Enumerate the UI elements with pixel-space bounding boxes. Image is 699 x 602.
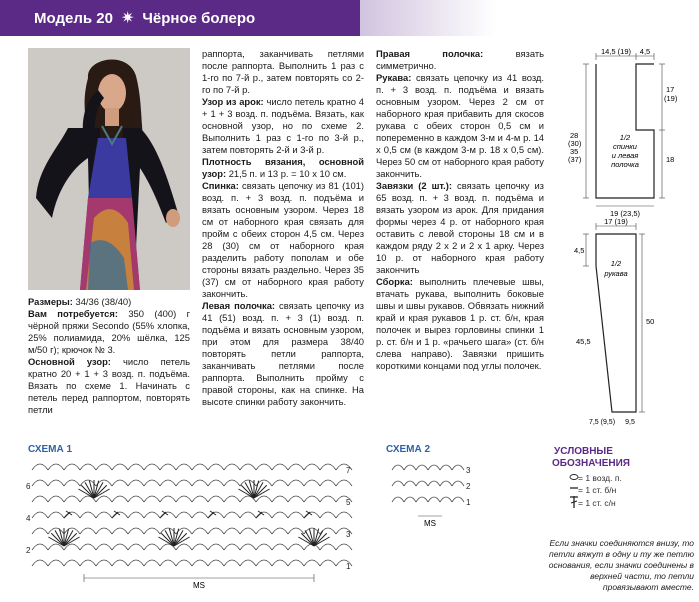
row-number: 4 bbox=[26, 514, 31, 523]
chain-arch bbox=[304, 480, 320, 486]
chain-arch bbox=[96, 560, 112, 566]
chain-arch bbox=[64, 496, 80, 502]
arch-label: Узор из арок: bbox=[202, 96, 264, 107]
chain-arch bbox=[224, 480, 240, 486]
chain-arch bbox=[160, 464, 176, 470]
chain-arch bbox=[452, 497, 464, 502]
chain-arch bbox=[144, 496, 160, 502]
chain-arch bbox=[160, 560, 176, 566]
chain-arch bbox=[336, 544, 352, 550]
chain-arch bbox=[256, 496, 272, 502]
back-text: связать цепочку из 81 (101) возд. п. + 3 возд. п. подъёма и вязать основным узором. Через 18 см от наборного края связать для пройм с обеих сторон 4,5 см. Через 28 (30) см от наборного края разделить работу пополам и обе стороны вязать раздельно. Через 35 (37) см от наборного края работу закончить. bbox=[202, 180, 364, 299]
chain-arch bbox=[128, 496, 144, 502]
chain-arch bbox=[272, 496, 288, 502]
sizes-paragraph bbox=[28, 296, 190, 308]
back-label: Спинка: bbox=[202, 180, 239, 191]
sleeve-left-mid-dim: 45,5 bbox=[576, 337, 591, 346]
chain-arch bbox=[32, 480, 48, 486]
row-number: 5 bbox=[346, 498, 351, 507]
legend-single-crochet: = 1 ст. б/н bbox=[578, 485, 617, 495]
chain-arch bbox=[304, 560, 320, 566]
chain-arch bbox=[80, 528, 96, 534]
chain-arch bbox=[272, 480, 288, 486]
chain-arch bbox=[288, 560, 304, 566]
right-front-text: вязать симметрично. bbox=[376, 48, 545, 71]
chain-arch bbox=[192, 560, 208, 566]
chain-arch bbox=[320, 480, 336, 486]
sleeve-inside-2: рукава bbox=[604, 269, 628, 278]
page-title: Чёрное болеро bbox=[142, 9, 256, 27]
chain-arch bbox=[192, 464, 208, 470]
row-number: 3 bbox=[466, 466, 471, 475]
chain-arch bbox=[80, 560, 96, 566]
chain-arch bbox=[288, 496, 304, 502]
sleeves-label: Рукава: bbox=[376, 72, 412, 83]
chain-arch bbox=[272, 544, 288, 550]
chain-arch bbox=[192, 528, 208, 534]
density-paragraph bbox=[202, 156, 364, 180]
chain-arch bbox=[440, 481, 452, 486]
chain-arch bbox=[192, 480, 208, 486]
chain-arch bbox=[192, 512, 208, 518]
back-left-dim-c: 35 bbox=[570, 147, 579, 156]
chain-arch bbox=[96, 528, 112, 534]
chain-arch bbox=[256, 560, 272, 566]
ties-label: Завязки (2 шт.): bbox=[376, 180, 453, 191]
chain-arch bbox=[48, 464, 64, 470]
legend-title-1: УСЛОВНЫЕ bbox=[554, 446, 613, 457]
chain-arch bbox=[320, 560, 336, 566]
chain-stitch-icon bbox=[570, 475, 578, 480]
chain-arch bbox=[224, 544, 240, 550]
chain-arch bbox=[240, 512, 256, 518]
chain-arch bbox=[240, 464, 256, 470]
chain-arch bbox=[336, 512, 352, 518]
photo-illustration bbox=[28, 48, 190, 290]
scheme-1-ms: MS bbox=[193, 581, 205, 590]
header-bar bbox=[0, 0, 360, 36]
chain-arch bbox=[208, 480, 224, 486]
back-left-dim-a: 28 bbox=[570, 131, 579, 140]
chain-arch bbox=[48, 496, 64, 502]
chain-arch bbox=[48, 560, 64, 566]
chain-arch bbox=[96, 544, 112, 550]
chain-arch bbox=[32, 544, 48, 550]
left-front-label: Левая полочка: bbox=[202, 300, 276, 311]
chain-arch bbox=[176, 480, 192, 486]
chain-arch bbox=[452, 481, 464, 486]
chain-arch bbox=[144, 528, 160, 534]
chain-arch bbox=[336, 480, 352, 486]
chain-arch bbox=[128, 464, 144, 470]
row-number: 1 bbox=[466, 498, 471, 507]
back-inside-3: и левая bbox=[611, 151, 639, 160]
sleeves-paragraph bbox=[376, 72, 544, 180]
chain-arch bbox=[144, 544, 160, 550]
sleeve-bottom-left-dim: 7,5 (9,5) bbox=[588, 419, 616, 426]
chain-arch bbox=[96, 512, 112, 518]
header-gradient bbox=[360, 0, 699, 36]
chain-arch bbox=[32, 528, 48, 534]
chain-arch bbox=[320, 512, 336, 518]
materials-label: Вам потребуется: bbox=[28, 308, 118, 319]
scheme-2-ms: MS bbox=[424, 519, 436, 528]
chain-arch bbox=[48, 480, 64, 486]
chain-arch bbox=[112, 480, 128, 486]
chain-arch bbox=[428, 465, 440, 470]
chain-arch bbox=[392, 481, 404, 486]
density-label: Плотность вязания, основной узор: bbox=[202, 156, 364, 179]
chain-arch bbox=[428, 497, 440, 502]
back-left-dim-d: (37) bbox=[568, 155, 582, 164]
back-inside-2: спинки bbox=[613, 142, 637, 151]
back-left-dim-b: (30) bbox=[568, 139, 582, 148]
row-number: 6 bbox=[26, 482, 31, 491]
chain-arch bbox=[112, 496, 128, 502]
sizes-text: 34/36 (38/40) bbox=[72, 296, 132, 307]
back-top-left-dim: 14,5 (19) bbox=[600, 47, 632, 56]
chain-arch bbox=[128, 512, 144, 518]
chain-arch bbox=[192, 496, 208, 502]
chain-arch bbox=[288, 464, 304, 470]
sleeve-left-top-dim: 4,5 bbox=[574, 246, 585, 255]
back-bottom-dim: 19 (23,5) bbox=[609, 209, 641, 218]
chain-arch bbox=[176, 496, 192, 502]
arch-paragraph bbox=[202, 96, 364, 156]
chain-arch bbox=[272, 464, 288, 470]
chain-arch bbox=[32, 496, 48, 502]
chain-arch bbox=[392, 465, 404, 470]
row-number: 2 bbox=[26, 546, 31, 555]
sleeve-bottom-right-dim: 9,5 bbox=[625, 419, 635, 426]
chain-arch bbox=[208, 528, 224, 534]
chain-arch bbox=[176, 512, 192, 518]
scheme-2-chart bbox=[384, 456, 494, 536]
chain-arch bbox=[288, 480, 304, 486]
left-front-paragraph bbox=[202, 300, 364, 408]
chain-arch bbox=[320, 496, 336, 502]
chain-arch bbox=[392, 497, 404, 502]
chain-arch bbox=[80, 512, 96, 518]
chain-arch bbox=[112, 464, 128, 470]
row-number: 1 bbox=[346, 562, 351, 571]
chain-arch bbox=[224, 464, 240, 470]
back-inside-4: полочка bbox=[611, 160, 639, 169]
chain-arch bbox=[128, 480, 144, 486]
basic-pattern-text: число петель кратно 20 + 1 + 3 возд. п. подъёма. Вязать по схеме 1. Начинать с петель перед раппортом, повторять петли bbox=[28, 356, 191, 415]
chain-arch bbox=[96, 496, 112, 502]
right-front-label: Правая полочка: bbox=[376, 48, 484, 59]
density-text: 21,5 п. и 13 р. = 10 х 10 см. bbox=[226, 168, 347, 179]
basic-pattern-paragraph bbox=[28, 356, 190, 416]
chain-arch bbox=[320, 464, 336, 470]
row-number: 3 bbox=[346, 530, 351, 539]
repeat-paragraph: раппорта, заканчивать петлями после раппорта. Выполнить 1 раз с 1-го по 7-й р., затем повторять со 2-го по 7-й р. bbox=[202, 48, 364, 95]
chain-arch bbox=[256, 544, 272, 550]
row-number: 7 bbox=[346, 466, 351, 475]
chain-arch bbox=[428, 481, 440, 486]
chain-arch bbox=[192, 544, 208, 550]
chain-arch bbox=[112, 528, 128, 534]
chain-arch bbox=[128, 528, 144, 534]
chain-arch bbox=[404, 481, 416, 486]
row-number: 2 bbox=[466, 482, 471, 491]
legend-chain: = 1 возд. п. bbox=[578, 473, 622, 483]
chain-arch bbox=[224, 512, 240, 518]
sleeve-pattern-diagram bbox=[574, 217, 694, 430]
chain-arch bbox=[208, 496, 224, 502]
back-inside-1: 1/2 bbox=[619, 133, 631, 142]
chain-arch bbox=[80, 464, 96, 470]
chain-arch bbox=[176, 560, 192, 566]
scheme-1-label: СХЕМА 1 bbox=[28, 444, 73, 455]
assembly-text: выполнить плечевые швы, втачать рукава, выполнить боковые швы и швы рукавов. Обвязать нижний край и края рукавов 1 р. ст. б/н, края полочек и вырез горловины спинки 1 р. ст. б/н и 1 р. «рачьего шага» (ст. б/н слева направо). Завязки пришить короткими концами под углы полочек. bbox=[376, 276, 544, 371]
basic-pattern-label: Основной узор: bbox=[28, 356, 111, 367]
double-crochet-icon bbox=[570, 496, 578, 508]
ties-paragraph bbox=[376, 180, 544, 276]
chain-arch bbox=[224, 560, 240, 566]
text-column-3 bbox=[376, 48, 544, 372]
model-number: Модель 20 bbox=[34, 9, 113, 27]
chain-arch bbox=[160, 480, 176, 486]
chain-arch bbox=[416, 481, 428, 486]
materials-paragraph bbox=[28, 308, 190, 356]
sizes-label: Размеры: bbox=[28, 296, 73, 307]
chain-arch bbox=[404, 497, 416, 502]
back-top-right-dim: 4,5 bbox=[639, 47, 651, 56]
back-right-upper-dim-2: (19) bbox=[664, 94, 678, 103]
chain-arch bbox=[240, 544, 256, 550]
chain-arch bbox=[208, 560, 224, 566]
chain-arch bbox=[176, 544, 192, 550]
assembly-label: Сборка: bbox=[376, 276, 413, 287]
sleeve-right-dim: 50 bbox=[646, 317, 655, 326]
chain-arch bbox=[256, 464, 272, 470]
chain-arch bbox=[256, 528, 272, 534]
chain-arch bbox=[440, 465, 452, 470]
back-right-lower-dim: 18 bbox=[666, 155, 675, 164]
chain-arch bbox=[416, 465, 428, 470]
legend-double-crochet: = 1 ст. с/н bbox=[578, 498, 616, 508]
chain-arch bbox=[32, 560, 48, 566]
back-outline bbox=[596, 64, 654, 198]
right-front-paragraph bbox=[376, 48, 544, 72]
chain-arch bbox=[144, 464, 160, 470]
sleeves-text: связать цепочку из 41 возд. п. + 3 возд. п. подъёма и вязать основным узором. Через 2 см от наборного края прибавить для скосов рукава с обеих сторон 0,5 см и попеременно в каждом 3-м и 4-м р. 14 х 0,5 см (в каждом 3-м р. 18 х 0,5 см). Через 50 см от наборного края работу закончить. bbox=[376, 72, 544, 179]
sleeve-inside-1: 1/2 bbox=[610, 259, 622, 268]
ties-text: связать цепочку из 65 возд. п. + 3 возд. п. подъёма и вязать узором из арок. Для придания формы через 4 р. от наборного края оставить с левой стороны 18 см и в каждом ряду 2 х 2 и 2 х 1 арку. Через 10 р. от наборного края работу закончить bbox=[376, 180, 544, 275]
chain-arch bbox=[64, 560, 80, 566]
back-paragraph bbox=[202, 180, 364, 300]
back-pattern-diagram bbox=[556, 47, 696, 218]
chain-arch bbox=[144, 512, 160, 518]
chain-arch bbox=[128, 544, 144, 550]
chain-arch bbox=[64, 480, 80, 486]
chain-arch bbox=[304, 496, 320, 502]
chain-arch bbox=[144, 480, 160, 486]
chain-arch bbox=[404, 465, 416, 470]
chain-arch bbox=[320, 544, 336, 550]
chain-arch bbox=[32, 512, 48, 518]
chain-arch bbox=[288, 512, 304, 518]
chain-arch bbox=[112, 544, 128, 550]
chain-arch bbox=[112, 560, 128, 566]
chain-arch bbox=[288, 544, 304, 550]
chain-arch bbox=[224, 528, 240, 534]
chain-arch bbox=[128, 560, 144, 566]
chain-arch bbox=[32, 464, 48, 470]
chain-arch bbox=[416, 497, 428, 502]
chain-arch bbox=[240, 560, 256, 566]
chain-arch bbox=[96, 464, 112, 470]
arch-text: число петель кратно 4 + 1 + 3 возд. п. подъёма. Вязать, как основной узор, но по схеме 2. Выполнить 1 раз с 1-го по 3-й р., затем повторять 2-й и 3-й р. bbox=[202, 96, 364, 155]
chain-arch bbox=[208, 544, 224, 550]
chain-arch bbox=[272, 528, 288, 534]
chain-arch bbox=[452, 465, 464, 470]
scheme-1-chart bbox=[24, 456, 364, 596]
chain-arch bbox=[224, 496, 240, 502]
text-column-2 bbox=[202, 48, 364, 408]
materials-text: 350 (400) г чёрной пряжи Secondo (55% хлопка, 25% полиамида, 20% шёлка, 125 м/50 г); крючок № 3. bbox=[28, 308, 190, 355]
text-column-1 bbox=[28, 296, 190, 416]
assembly-paragraph bbox=[376, 276, 544, 372]
sleeve-top-dim: 17 (19) bbox=[604, 217, 628, 226]
chain-arch bbox=[80, 544, 96, 550]
legend-title-2: ОБОЗНАЧЕНИЯ bbox=[552, 458, 630, 469]
chain-arch bbox=[48, 512, 64, 518]
chain-arch bbox=[440, 497, 452, 502]
chain-arch bbox=[160, 496, 176, 502]
chain-arch bbox=[144, 560, 160, 566]
chain-arch bbox=[240, 528, 256, 534]
legend-note: Если значки соединяются внизу, то петли вяжут в одну и ту же петлю основания, если значки соединены в верхней части, то петли провязывают вместе. bbox=[548, 538, 694, 592]
chain-arch bbox=[208, 464, 224, 470]
chain-arch bbox=[272, 512, 288, 518]
back-right-upper-dim: 17 bbox=[666, 85, 675, 94]
chain-arch bbox=[176, 464, 192, 470]
page-header bbox=[0, 0, 699, 36]
scheme-2-label: СХЕМА 2 bbox=[386, 444, 431, 455]
model-photo bbox=[28, 48, 190, 290]
chain-arch bbox=[272, 560, 288, 566]
chain-arch bbox=[304, 464, 320, 470]
star-icon: ✷ bbox=[120, 10, 135, 27]
chain-arch bbox=[64, 464, 80, 470]
left-front-text: связать цепочку из 41 (51) возд. п. + 3 (1) возд. п. подъёма и вязать основным узором, при этом для размера 38/40 повторять петли раппорта, заканчивать петлями после раппорта. Выполнить пройму с правой стороны, как на спинке. На высоте спинки работу закончить. bbox=[202, 300, 364, 407]
